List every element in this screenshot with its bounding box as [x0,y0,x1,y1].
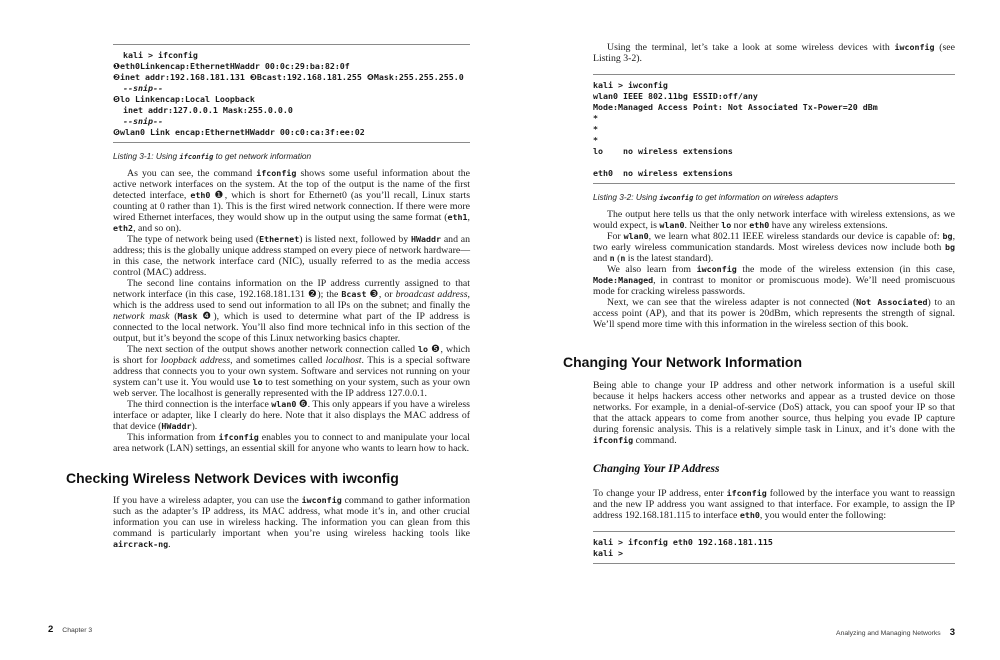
page-number: 3 [949,627,955,638]
emphasis-text: --snip-- [123,83,163,93]
code-line: lo no wireless extensions [593,146,733,156]
inline-code: wlan0 [271,399,297,409]
inline-code: ifconfig [593,435,634,445]
inline-code: ifconfig [218,432,259,442]
emphasis-text: loopback address [160,355,231,366]
inline-code: n [620,253,626,263]
paragraph: As you can see, the command ifconfig shows some useful information about the active network interfaces on the system. At the top of the output is the name of the first detected interface, eth0 ❶, which is short for Ethernet0 (as you’ll recall, Linux starts counting at 0 rather than 1). This is the first wired network connection. If there were more wired Ethernet interfaces, they would show up in the output using the same format (eth1, eth2, and so on). [113,168,471,234]
inline-code: Ethernet [259,234,300,244]
code-line: kali > ifconfig eth0 192.168.181.115 [593,537,773,547]
inline-code: bg [944,242,955,252]
inline-code: eth0 [739,510,760,520]
emphasis-text: localhost [325,355,362,366]
inline-code: iwconfig [301,495,342,505]
code-line: eth0 no wireless extensions [593,168,733,178]
inline-code: wlan0 [659,220,685,230]
inline-code: eth0 [190,190,211,200]
listing-3-2 [593,74,955,203]
code-line: * [593,135,598,145]
emphasis-text: broadcast address [395,289,468,300]
code-line [113,116,470,127]
right-page-footer [836,627,955,638]
emphasis-text: network mask [113,311,170,322]
code-line: kali > iwconfig [593,80,668,90]
code-line: ❷inet addr:192.168.181.131 ❸Bcast:192.168.181.255 ❹Mask:255.255.255.0 [113,72,464,82]
inline-code: HWaddr [161,421,192,431]
inline-code: ifconfig [256,168,297,178]
inline-code: lo [721,220,732,230]
inline-code: Not Associated [856,297,928,307]
left-page-footer [48,624,92,635]
inline-code: iwconfig [659,193,694,202]
paragraph: Using the terminal, let’s take a look at some wireless devices with iwconfig (see Listing 3-2). [593,42,955,64]
inline-code: lo [418,344,429,354]
paragraph: The second line contains information on the IP address currently assigned to that network interface (in this case, 192.168.181.131 ❷); the Bcast ❸, or broadcast address, which is the address used to send out information to all IPs on the subnet; and finally the network mask (Mask ❹), which is used to determine what part of the IP address is connected to the local network. You’ll also find more technical info in this section of the output, but it’s beyond the scope of this Linux networking basics chapter. [113,278,470,344]
code-block-listing-3-2 [593,74,955,184]
listing-3-2-caption: Listing 3-2: Using iwconfig to get information on wireless adapters [593,192,839,202]
inline-code: wlan0 [623,231,649,241]
paragraph: This information from ifconfig enables you to connect to and manipulate your local area network (LAN) settings, an essential skill for anyone who wants to learn how to hack. [113,432,470,454]
paragraph: We also learn from iwconfig the mode of the wireless extension (in this case, Mode:Managed, in contrast to monitor or promiscuous mode). We’ll need promiscuous mode for cracking wireless passwords. [593,264,956,297]
right-page-column [563,40,956,564]
paragraph: If you have a wireless adapter, you can use the iwconfig command to gather information such as the adapter’s IP address, its MAC address, what mode it’s in, and other crucial information you can use in wireless hacking. The information you can glean from this command is particularly important when you’re using wireless hacking tools like aircrack-ng. [113,495,471,550]
paragraph: The output here tells us that the only network interface with wireless extensions, as we would expect, is wlan0. Neither lo nor eth0 have any wireless extensions. [593,209,955,231]
inline-code: Bcast [341,289,367,299]
subsection-heading-changing-ip: Changing Your IP Address [593,463,720,475]
paragraph: For wlan0, we learn what 802.11 IEEE wireless standards our device is capable of: bg, two early wireless communication standards. Most wireless devices now include both bg and n (n is the latest standard). [593,231,956,264]
inline-code: Mode:Managed [593,275,654,285]
inline-code: n [609,253,615,263]
paragraph: The type of network being used (Ethernet) is listed next, followed by HWaddr and an address; this is the globally unique address stamped on every piece of network hardware—in this case, the network interface card (NIC), usually referred to as the media access control (MAC) address. [113,234,471,278]
code-line: wlan0 IEEE 802.11bg ESSID:off/any [593,91,758,101]
inline-code: ifconfig [726,488,767,498]
code-line: inet addr:127.0.0.1 Mask:255.0.0.0 [113,105,293,115]
chapter-title-label: Analyzing and Managing Networks [836,630,941,637]
left-page-column [66,40,471,550]
inline-code: Mask [177,311,198,321]
inline-code: aircrack-ng [113,539,169,549]
left-body-paragraphs [113,168,470,454]
code-line: Mode:Managed Access Point: Not Associated Tx-Power=20 dBm [593,102,878,112]
code-block-listing-3-1 [113,44,470,143]
inline-code: iwconfig [696,264,737,274]
inline-code: ifconfig [179,152,214,161]
paragraph: Next, we can see that the wireless adapter is not connected (Not Associated) to an access point (AP), and that its power is 20dBm, which represents the strength of signal. We’ll spend more time with this information in the wireless section of this book. [593,297,956,330]
inline-code: eth2 [113,223,134,233]
paragraph: Being able to change your IP address and other network information is a useful skill because it helps hackers access other networks and appear as a trusted device on those networks. For example, in a denial-of-service (DoS) attack, you can spoof your IP so that that the attack appears to come from another source, thus helping you evade IP capture during forensic analysis. This is a relatively simple task in Linux, and it’s done with the ifconfig command. [593,380,955,446]
code-line [593,157,955,168]
code-line: kali > ifconfig [113,50,198,60]
inline-code: eth1 [447,212,468,222]
code-line: * [593,113,598,123]
emphasis-text: --snip-- [123,116,163,126]
listing-3-1-caption: Listing 3-1: Using ifconfig to get network information [113,151,312,161]
code-line [113,83,470,94]
code-line: ❺lo Linkencap:Local Loopback [113,94,255,104]
code-block-ifconfig-command [593,531,955,564]
inline-code: HWaddr [410,234,442,244]
paragraph: The third connection is the interface wlan0 ❻. This only appears if you have a wireless interface or adapter, like I clearly do here. Note that it also displays the MAC address of that device (HWaddr). [113,399,470,432]
section-heading-changing-network-info: Changing Your Network Information [563,354,803,370]
paragraph: The next section of the output shows another network connection called lo ❺, which is short for loopback address, and sometimes called localhost. This is a special software address that connects you to your own system. Software and services not running on your system can’t use it. You would use lo to test something on your system, such as your own web server. The localhost is generally represented with the IP address 127.0.0.1. [113,344,471,399]
chapter-label: Chapter 3 [62,627,93,634]
inline-code: eth0 [749,220,770,230]
right-body-paragraphs [593,209,955,330]
inline-code: lo [252,377,263,387]
page-number: 2 [48,624,54,635]
code-line: * [593,124,598,134]
paragraph: To change your IP address, enter ifconfig followed by the interface you want to reassign and the new IP address you want assigned to that interface. For example, to assign the IP address 192.168.181.115 to interface eth0, you would enter the following: [593,488,955,521]
listing-ifconfig-command [593,531,955,564]
code-line: ❶eth0Linkencap:EthernetHWaddr 00:0c:29:ba:82:0f [113,61,350,71]
inline-code: bg [942,231,953,241]
inline-code: iwconfig [894,42,935,52]
listing-3-1 [113,44,470,162]
code-line: kali > [593,548,623,558]
section-heading-iwconfig: Checking Wireless Network Devices with iwconfig [66,470,399,486]
code-line: ❻wlan0 Link encap:EthernetHWaddr 00:c0:ca:3f:ee:02 [113,127,365,137]
